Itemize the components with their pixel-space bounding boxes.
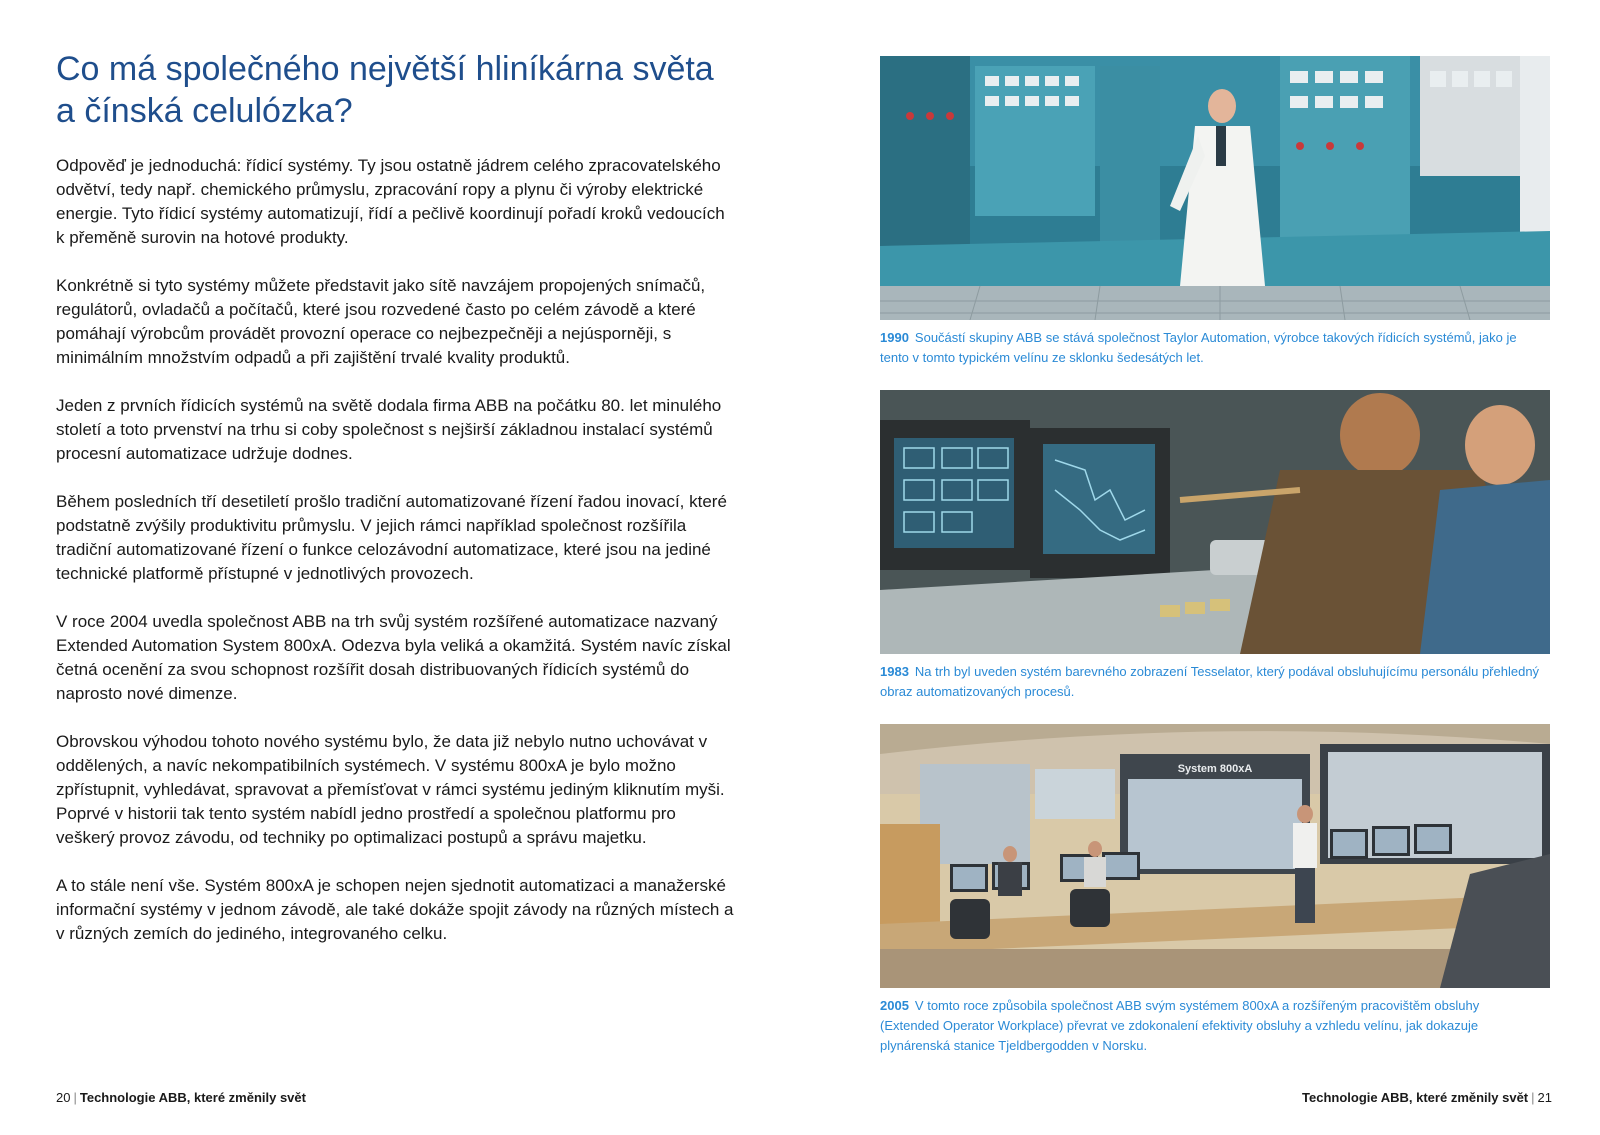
footer-book-title-left: Technologie ABB, které změnily svět xyxy=(79,1090,306,1105)
page-number-right: 21 xyxy=(1537,1090,1552,1105)
paragraph-1: Odpověď je jednoduchá: řídicí systémy. Ty jsou ostatně jádrem celého zpracovatelského odvětví, tedy např. chemického průmyslu, zpracování ropy a plynu či výroby elektrické energie. Tyto řídicí systémy automatizují, řídí a pečlivě koordinují pořadí kroků vedoucích k přeměně surovin na hotové produkty. xyxy=(56,156,725,247)
paragraph-7: A to stále není vše. Systém 800xA je schopen nejen sjednotit automatizaci a manažerské informační systémy v jednom závodě, ale také dokáže spojit závody na různých místech a v různých zemích do jediného, integrovaného celku. xyxy=(56,876,734,943)
figure-1990 xyxy=(880,56,1550,368)
paragraph-6: Obrovskou výhodou tohoto nového systému bylo, že data již nebylo nutno uchovávat v oddělených, a navíc nekompatibilních systémech. V systému 800xA je bylo možno zpřístupnit, vyhledávat, spravovat a přemísťovat v rámci systému jediným kliknutím myši. Poprvé v historii tak tento systém nabídl jedno prostředí a společnou platformu pro veškerý provoz závodu, od techniky po optimalizaci postupů a správu majetku. xyxy=(56,732,725,847)
tesselator-photo-image xyxy=(880,390,1550,654)
title-line-2: a čínská celulózka? xyxy=(56,92,353,130)
page-title xyxy=(56,48,736,132)
figure-2005 xyxy=(880,724,1550,1056)
caption-text: Na trh byl uveden systém barevného zobrazení Tesselator, který podával obsluhujícímu personálu přehledný obraz automatizovaných procesů. xyxy=(880,664,1540,699)
control-room-800xa-photo-image xyxy=(880,724,1550,988)
title-line-1: Co má společného největší hliníkárna světa xyxy=(56,50,714,88)
photo-800xa-control-room xyxy=(880,724,1550,988)
photo-control-room-1960s xyxy=(880,56,1550,320)
right-page xyxy=(880,56,1550,1078)
footer-separator: | xyxy=(73,1090,77,1105)
paragraph-5: V roce 2004 uvedla společnost ABB na trh svůj systém rozšířené automatizace nazvaný Extended Automation System 800xA. Odezva byla veliká a okamžitá. Systém navíc získal četná ocenění za svou schopnost rozšířit dosah distribuovaných řídicích systémů do naprosto nové dimenze. xyxy=(56,612,731,703)
footer-right xyxy=(1302,1090,1552,1105)
paragraph-3: Jeden z prvních řídicích systémů na světě dodala firma ABB na počátku 80. let minulého století a toto prvenství na trhu si coby společnost s nejširší základnou instalací systémů procesní automatizace udržuje dodnes. xyxy=(56,396,722,463)
caption-year: 1983 xyxy=(880,664,909,679)
caption-1983 xyxy=(880,662,1550,702)
system-800xa-sign: System 800xA xyxy=(1177,763,1253,775)
page-number-left: 20 xyxy=(56,1090,71,1105)
figure-1983 xyxy=(880,390,1550,702)
caption-year: 1990 xyxy=(880,330,909,345)
caption-text: Součástí skupiny ABB se stává společnost Taylor Automation, výrobce takových řídicích systémů, jako je tento v tomto typickém velínu ze sklonku šedesátých let. xyxy=(880,330,1517,365)
caption-year: 2005 xyxy=(880,998,909,1013)
paragraph-4: Během posledních tří desetiletí prošlo tradiční automatizované řízení řadou inovací, které podstatně zvýšily produktivitu průmyslu. V jejich rámci například společnost rozšířila tradiční automatizované řízení o funkce celozávodní automatizace, které jsou na jediné technické platformě přístupné v jednotlivých provozech. xyxy=(56,492,727,583)
caption-text: V tomto roce způsobila společnost ABB svým systémem 800xA a rozšířeným pracovištěm obsluhy (Extended Operator Workplace) převrat ve zdokonalení efektivity obsluhy a vzhledu velínu, jak dokazuje plynárenská stanice Tjeldbergodden v Norsku. xyxy=(880,998,1480,1053)
footer-left xyxy=(56,1090,306,1105)
left-page xyxy=(56,48,736,970)
caption-1990 xyxy=(880,328,1550,368)
control-room-photo-image xyxy=(880,56,1550,320)
caption-2005 xyxy=(880,996,1550,1056)
paragraph-2: Konkrétně si tyto systémy můžete představit jako sítě navzájem propojených snímačů, regulátorů, ovladačů a počítačů, které jsou rozvedené často po celém závodě a které pomáhají výrobcům provádět provozní operace co nejbezpečněji a nejúsporněji, s minimálním množstvím odpadů a při zajištění trvalé kvality produktů. xyxy=(56,276,706,367)
footer-separator: | xyxy=(1531,1090,1535,1105)
photo-tesselator-operators xyxy=(880,390,1550,654)
footer-book-title-right: Technologie ABB, které změnily svět xyxy=(1302,1090,1529,1105)
